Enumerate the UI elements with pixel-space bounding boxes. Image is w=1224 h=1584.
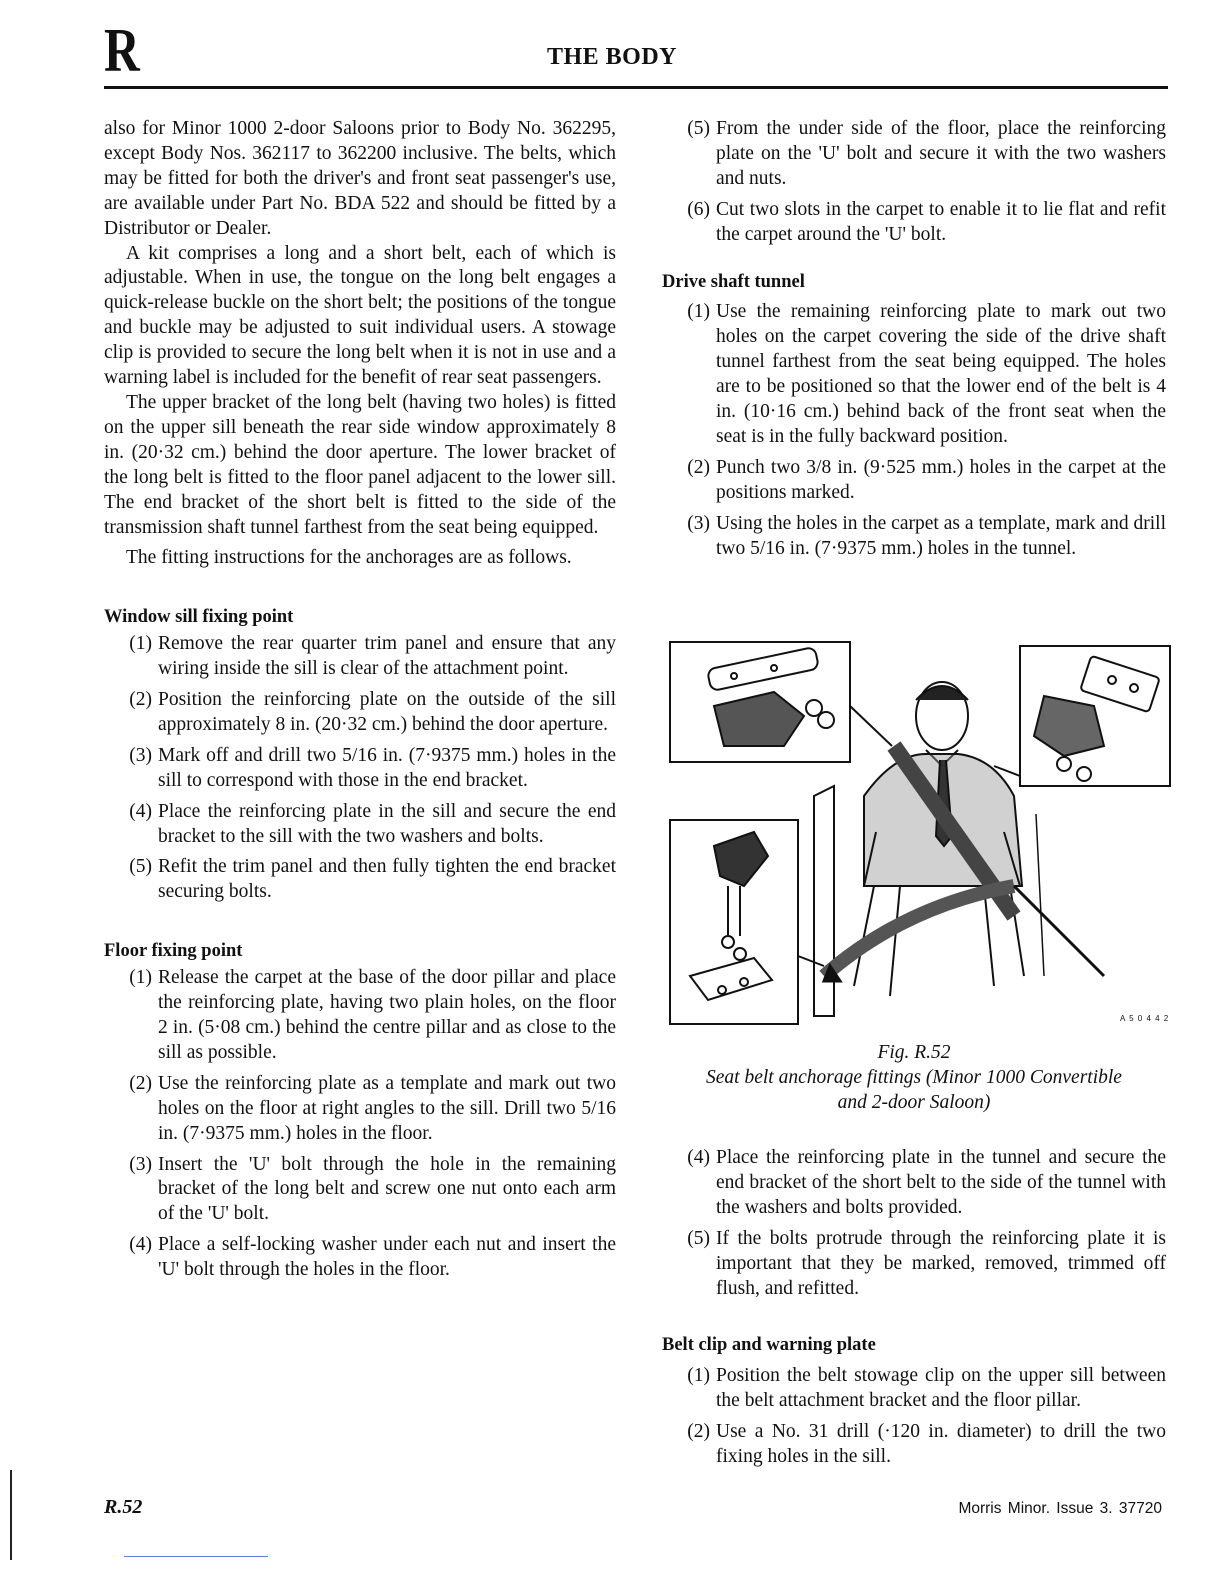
step-item [104,855,616,905]
step-text: If the bolts protrude through the reinforcing plate it is important that they be marked, removed, trimmed off flush, and refitted. [716,1227,1166,1299]
page-title: THE BODY [546,44,678,70]
step-item [662,512,1166,562]
step-item [662,300,1166,449]
step-item [104,1233,616,1283]
step-item [662,1227,1166,1302]
step-text: Place a self-locking washer under each nut and insert the 'U' bolt through the holes in the floor. [158,1234,616,1281]
step-item [104,632,616,682]
step-text: Use the reinforcing plate as a template and mark out two holes on the floor at right angles to the sill. Drill two 5/16 in. (7·9375 mm.) holes in the floor. [158,1072,616,1144]
figure-title-line2: and 2-door Saloon) [837,1092,991,1113]
step-text: Remove the rear quarter trim panel and ensure that any wiring inside the sill is clear of the attachment point. [158,633,616,680]
step-text: Punch two 3/8 in. (9·525 mm.) holes in the carpet at the positions marked. [716,456,1166,503]
step-number: (1) [687,1365,710,1387]
step-number: (4) [687,1147,710,1168]
step-item [662,198,1166,248]
intro-paragraph: The upper bracket of the long belt (having two holes) is fitted on the upper sill beneath the rear side window approximately 8 in. (20·32 cm.) behind the door aperture. The lower bracket of the long belt is fitted to the floor panel adjacent to the lower sill. The end bracket of the short belt is fitted to the side of the transmission shaft tunnel farthest from the seat being equipped. [104,391,616,538]
step-text: Use a No. 31 drill (·120 in. diameter) to drill the two fixing holes in the sill. [716,1421,1166,1468]
step-number: (3) [129,1153,152,1175]
step-item [104,744,616,794]
step-number: (1) [129,633,152,655]
step-item [104,966,616,1066]
step-text: Place the reinforcing plate in the tunnel and secure the end bracket of the short belt to the side of the tunnel with the washers and bolts provided. [716,1147,1166,1218]
step-text: Mark off and drill two 5/16 in. (7·9375 mm.) holes in the sill to correspond with those in the end bracket. [158,744,616,791]
intro-paragraph: The fitting instructions for the anchorages are as follows. [126,547,572,569]
step-text: Using the holes in the carpet as a template, mark and drill two 5/16 in. (7·9375 mm.) holes in the tunnel. [716,512,1166,559]
step-item [104,800,616,850]
step-text: Position the reinforcing plate on the outside of the sill approximately 8 in. (20·32 cm.) behind the door aperture. [158,689,616,735]
step-text: From the under side of the floor, place the reinforcing plate on the 'U' bolt and secure it with the two washers and nuts. [716,118,1166,189]
step-text: Place the reinforcing plate in the sill and secure the end bracket to the sill with the two washers and bolts. [158,800,616,847]
floor-bracket-inset [670,820,824,1024]
scan-artifact-line [124,1556,268,1557]
step-number: (5) [129,856,152,878]
step-number: (2) [129,689,152,711]
header-rule [104,86,1168,89]
step-text: Refit the trim panel and then fully tighten the end bracket securing bolts. [158,856,616,903]
section-letter: R [104,17,140,85]
figure-title-line1: Seat belt anchorage fittings (Minor 1000 Convertible [706,1067,1122,1088]
step-number: (4) [129,1234,152,1256]
step-number: (1) [687,301,710,323]
floor-steps [104,966,616,1283]
step-text: Release the carpet at the base of the door pillar and place the reinforcing plate, having two plain holes, on the floor 2 in. (5·08 cm.) behind the centre pillar and as close to the sill as possible. [158,967,616,1063]
seat-belt-illustration [664,636,1174,1032]
section-heading-window-sill: Window sill fixing point [104,607,294,628]
step-number: (3) [687,512,710,534]
step-number: (2) [687,456,710,478]
step-text: Use the remaining reinforcing plate to mark out two holes on the carpet covering the side of the drive shaft tunnel farthest from the seat being equipped. The holes are to be positioned so that the lower end of the belt is 4 in. (10·16 cm.) behind back of the front seat when the seat is in the fully backward position. [716,301,1166,447]
step-text: Position the belt stowage clip on the upper sill between the belt attachment bracket and the floor pillar. [716,1365,1166,1412]
step-item [662,117,1166,192]
figure-reference-code: A 5 0 4 4 2 [1120,1014,1170,1023]
section-heading-drive-shaft: Drive shaft tunnel [662,271,805,292]
section-heading-floor: Floor fixing point [104,941,243,962]
step-number: (1) [129,967,152,989]
step-text: Cut two slots in the carpet to enable it to lie flat and refit the carpet around the 'U' bolt. [716,198,1166,245]
step-number: (2) [129,1072,152,1094]
section-heading-belt-clip: Belt clip and warning plate [662,1335,876,1356]
figure-number: Fig. R.52 [877,1042,951,1063]
step-number: (3) [129,744,152,766]
step-number: (5) [687,118,710,139]
scan-edge-mark [10,1470,16,1560]
upper-bracket-inset [670,642,892,762]
figure-caption [662,1040,1166,1115]
step-number: (4) [129,800,152,822]
intro-paragraph: A kit comprises a long and a short belt, each of which is adjustable. When in use, the tongue on the long belt engages a quick-release buckle on the short belt; the positions of the tongue and buckle may be adjusted to suit individual users. A stowage clip is provided to secure the long belt when it is not in use and a warning label is included for the benefit of rear seat passengers. [104,242,616,389]
step-item [104,1153,616,1228]
publication-info: Morris Minor. Issue 3. 37720 [958,1500,1162,1517]
window-sill-steps [104,632,616,905]
step-number: (5) [687,1227,710,1249]
left-column [104,117,616,1283]
intro-paragraph: also for Minor 1000 2-door Saloons prior to Body No. 362295, except Body Nos. 362117 to 362200 inclusive. The belts, which may be fitted for both the driver's and front seat passenger's use, are available under Part No. BDA 522 and should be fitted by a Distributor or Dealer. [104,118,616,239]
right-column-top [662,117,1166,562]
step-item [662,1364,1166,1414]
step-text: Insert the 'U' bolt through the hole in the remaining bracket of the long belt and screw one nut onto each arm of the 'U' bolt. [158,1153,616,1225]
step-item [104,1072,616,1147]
step-item [662,456,1166,506]
page-number: R.52 [104,1496,143,1518]
step-number: (2) [687,1421,710,1443]
right-column-bottom [662,1146,1166,1470]
step-item [662,1420,1166,1470]
step-item [104,688,616,738]
step-item [662,1146,1166,1221]
step-number: (6) [687,198,710,220]
end-bracket-inset [994,646,1170,786]
